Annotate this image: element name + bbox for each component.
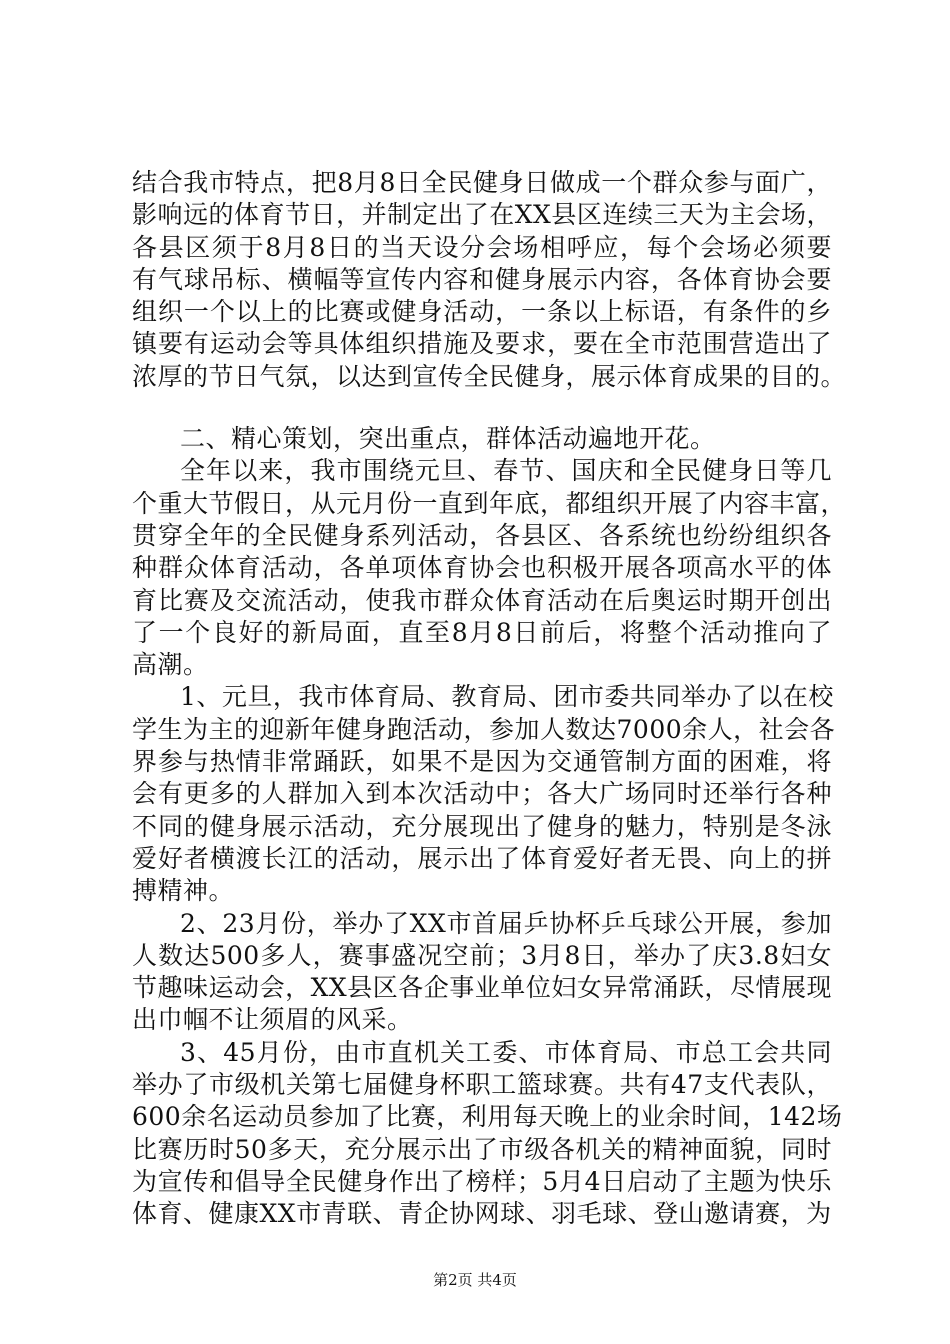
text-line: 爱好者横渡长江的活动，展示出了体育爱好者无畏、向上的拼 [132, 843, 832, 873]
text-line: 体育、健康XX市青联、青企协网球、羽毛球、登山邀请赛，为 [132, 1199, 832, 1229]
paragraph [132, 1037, 843, 1231]
text-line: 节趣味运动会，XX县区各企事业单位妇女异常涌跃，尽情展现 [132, 973, 832, 1003]
text-line: 个重大节假日，从元月份一直到年底，都组织开展了内容丰富， [132, 488, 847, 518]
paragraph [132, 423, 832, 455]
text-line: 影响远的体育节日，并制定出了在XX县区连续三天为主会场， [132, 200, 832, 230]
text-line: 学生为主的迎新年健身跑活动，参加人数达7000余人，社会各 [132, 714, 836, 744]
text-line: 不同的健身展示活动，充分展现出了健身的魅力，特别是冬泳 [132, 811, 832, 841]
text-line: 出巾帼不让须眉的风采。 [132, 1005, 413, 1035]
text-line: 浓厚的节日气氛，以达到宣传全民健身，展示体育成果的目的。 [132, 361, 847, 391]
text-line: 3、45月份，由市直机关工委、市体育局、市总工会共同 [180, 1037, 832, 1067]
text-line: 会有更多的人群加入到本次活动中；各大广场同时还举行各种 [132, 779, 832, 809]
text-line: 镇要有运动会等具体组织措施及要求，要在全市范围营造出了 [132, 329, 832, 359]
paragraph-spacer [132, 393, 832, 423]
text-line: 全年以来，我市围绕元旦、春节、国庆和全民健身日等几 [180, 456, 832, 486]
text-line: 界参与热情非常踊跃，如果不是因为交通管制方面的困难，将 [132, 747, 832, 777]
text-line: 比赛历时50多天，充分展示出了市级各机关的精神面貌，同时 [132, 1134, 832, 1164]
text-line: 为宣传和倡导全民健身作出了榜样；5月4日启动了主题为快乐 [132, 1166, 832, 1196]
page-footer: 第2页 共4页 [433, 1271, 517, 1289]
paragraph [132, 167, 847, 393]
text-line: 有气球吊标、横幅等宣传内容和健身展示内容，各体育协会要 [132, 264, 832, 294]
paragraph [132, 908, 832, 1037]
paragraph [132, 455, 847, 681]
text-line: 二、精心策划，突出重点，群体活动遍地开花。 [180, 424, 716, 454]
text-line: 育比赛及交流活动，使我市群众体育活动在后奥运时期开创出 [132, 585, 832, 615]
text-line: 贯穿全年的全民健身系列活动，各县区、各系统也纷纷组织各 [132, 520, 832, 550]
text-line: 高潮。 [132, 650, 209, 680]
text-line: 各县区须于8月8日的当天设分会场相呼应，每个会场必须要 [132, 232, 832, 262]
text-line: 1、元旦，我市体育局、教育局、团市委共同举办了以在校 [180, 682, 834, 712]
text-line: 了一个良好的新局面，直至8月8日前后，将整个活动推向了 [132, 617, 832, 647]
text-line: 举办了市级机关第七届健身杯职工篮球赛。共有47支代表队， [132, 1070, 832, 1100]
text-line: 种群众体育活动，各单项体育协会也积极开展各项高水平的体 [132, 553, 832, 583]
document-body [132, 167, 847, 1231]
text-line: 组织一个以上的比赛或健身活动，一条以上标语，有条件的乡 [132, 297, 832, 327]
text-line: 搏精神。 [132, 876, 235, 906]
text-line: 600余名运动员参加了比赛，利用每天晚上的业余时间，142场 [132, 1102, 843, 1132]
text-line: 2、23月份，举办了XX市首届乒协杯乒乓球公开展，参加 [180, 908, 832, 938]
text-line: 人数达500多人，赛事盛况空前；3月8日，举办了庆3.8妇女 [132, 940, 832, 970]
text-line: 结合我市特点，把8月8日全民健身日做成一个群众参与面广， [132, 168, 832, 197]
paragraph [132, 681, 836, 907]
